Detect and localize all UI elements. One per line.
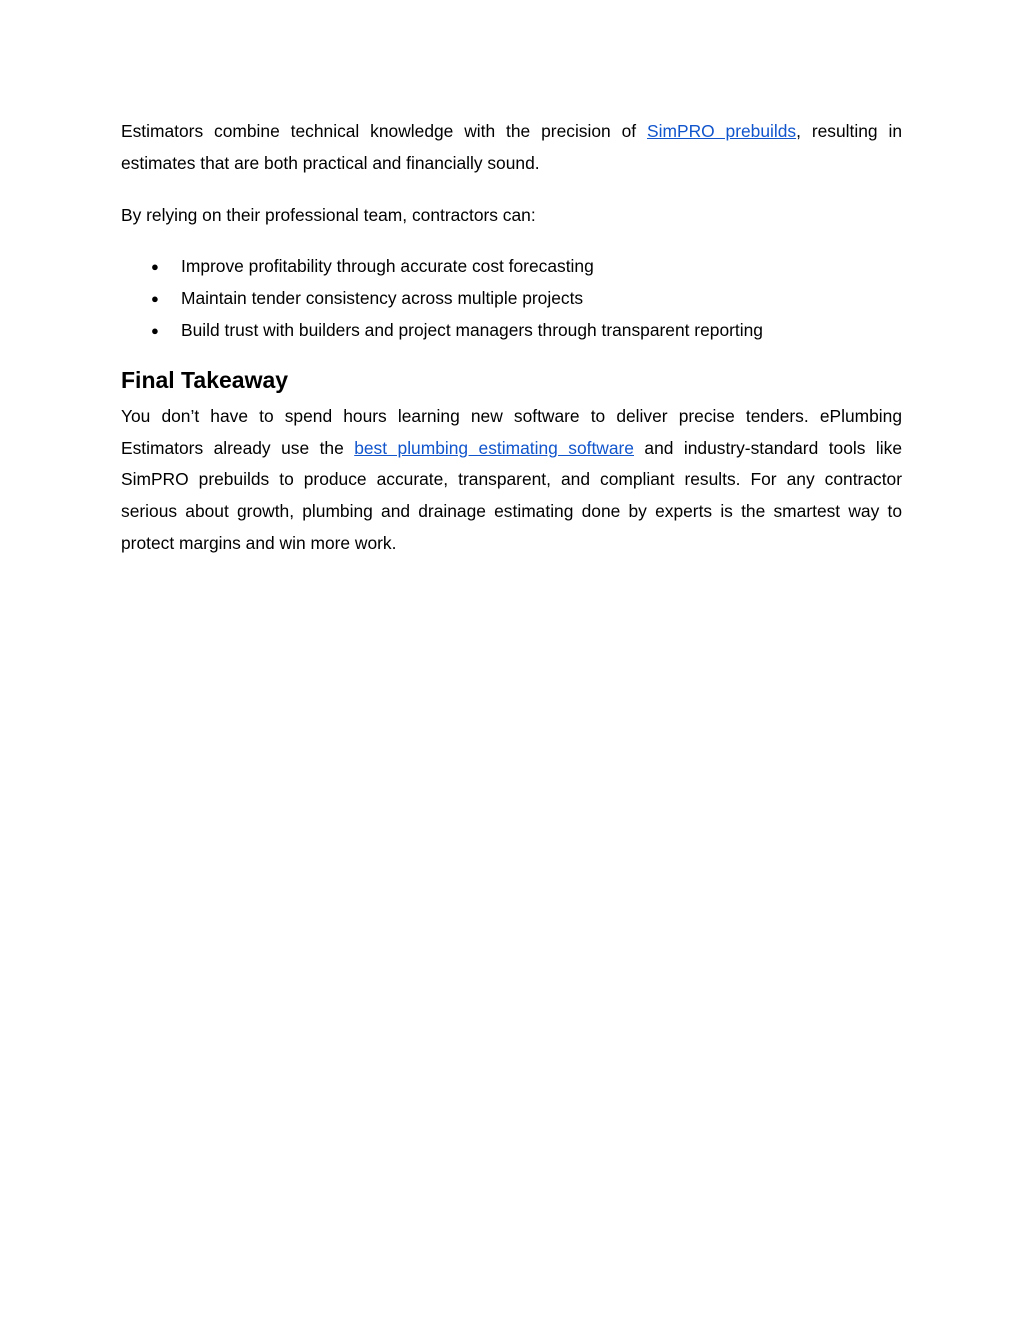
takeaway-text-after-link: and industry-standard tools like SimPRO prebuilds to produce accurate, transparent, and compliant results. For any contractor serious about growth, plumbing and drainage estimating done by experts is the smartest way to protect margins and win more work.: [121, 437, 902, 553]
intro-text-before-link: Estimators combine technical knowledge with the precision of: [121, 121, 648, 141]
intro-text-after-link: , resulting in estimates that are both practical and financially sound.: [121, 121, 903, 173]
bullet-icon: ●: [151, 322, 159, 338]
takeaway-paragraph: [121, 401, 902, 560]
section-heading: Final Takeaway: [121, 366, 289, 393]
plumbing-software-link[interactable]: best plumbing estimating software: [354, 437, 634, 458]
bullet-icon: ●: [151, 291, 159, 307]
list-item-text: Build trust with builders and project managers through transparent reporting: [181, 319, 763, 340]
list-item-text: Maintain tender consistency across multiple projects: [181, 288, 584, 309]
takeaway-text-before-link: You don’t have to spend hours learning new software to deliver precise tenders. ePlumbing Estimators already use the: [121, 405, 902, 458]
intro-paragraph: [121, 116, 902, 180]
list-item: [121, 251, 902, 283]
document-body: [121, 116, 902, 560]
simpro-prebuilds-link[interactable]: SimPRO prebuilds: [647, 121, 797, 141]
list-item-text: Improve profitability through accurate cost forecasting: [181, 256, 594, 277]
benefits-list: [121, 251, 902, 346]
list-item: [121, 315, 902, 347]
bullet-icon: ●: [151, 259, 159, 275]
list-item: [121, 283, 902, 315]
contractors-paragraph: By relying on their professional team, contractors can:: [121, 204, 536, 225]
